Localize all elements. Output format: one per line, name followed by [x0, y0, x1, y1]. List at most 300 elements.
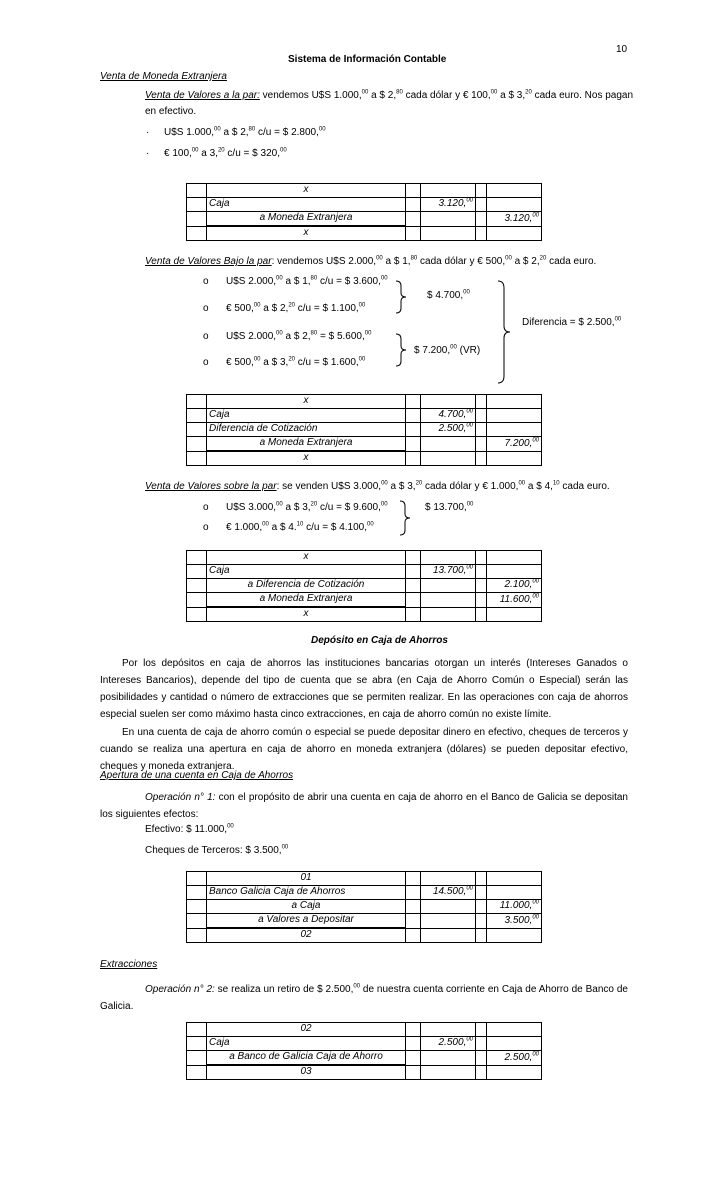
credit-amount [487, 212, 542, 227]
cell [476, 928, 487, 943]
calc-line [226, 331, 371, 344]
journal-entry-3 [186, 550, 542, 622]
cell [421, 212, 476, 227]
cell [187, 872, 207, 886]
difference-total [522, 317, 621, 330]
text: de nuestra cuenta corriente en Caja de Ahorro de Banco de Galicia. [100, 984, 628, 1012]
cell [487, 872, 542, 886]
debit-amount [421, 423, 476, 437]
text: 2.500, [438, 1037, 467, 1049]
text: Cheques de Terceros: $ 3.500, [145, 845, 282, 856]
cell [187, 198, 207, 212]
sup: 00 [281, 844, 289, 851]
debit-account: Banco Galicia Caja de Ahorros [207, 886, 406, 900]
journal-entry-4 [186, 871, 542, 943]
calc-line [226, 522, 374, 535]
text: = $ 5.600, [317, 331, 365, 342]
journal-row [187, 1023, 542, 1037]
credit-amount [487, 914, 542, 929]
entry-number: 01 [207, 872, 406, 886]
credit-amount [487, 437, 542, 452]
cell [487, 451, 542, 466]
sup: 00 [450, 344, 457, 351]
cell [406, 395, 421, 409]
journal-row [187, 886, 542, 900]
entry-number: 03 [207, 1065, 406, 1080]
cell [187, 423, 207, 437]
credit-account: a Valores a Depositar [207, 914, 406, 929]
paragraph-2: En una cuenta de caja de ahorro común o especial se puede depositar dinero en efectivo, cheques de terceros y cuando se realiza una apertura en caja de ahorro en moneda extranjera (dólares) se pueden depositar efectivo, cheques y moneda extranjera. [100, 727, 628, 772]
cell [406, 1051, 421, 1066]
text: vendemos U$S 1.000, [259, 90, 362, 101]
cell [487, 423, 542, 437]
list-bullet: o [203, 331, 209, 342]
cell [476, 551, 487, 565]
text: cada euro. [559, 481, 610, 492]
sup: 00 [376, 255, 383, 262]
operacion-1 [100, 789, 628, 823]
sup: 00 [532, 437, 539, 444]
cell [421, 607, 476, 622]
sup: 00 [380, 501, 388, 508]
sup: 00 [466, 501, 474, 508]
sup: 00 [367, 521, 374, 528]
sup: 00 [276, 330, 283, 337]
sup: 80 [248, 126, 256, 133]
cell [476, 184, 487, 198]
cell [487, 928, 542, 943]
text: 7.200, [504, 437, 533, 449]
cell [476, 900, 487, 914]
page-title: Sistema de Información Contable [288, 54, 447, 65]
cell [421, 1023, 476, 1037]
text: € 500, [226, 357, 254, 368]
sup: 00 [463, 289, 470, 296]
journal-row [187, 579, 542, 593]
credit-account: a Diferencia de Cotización [207, 579, 406, 593]
paragraph-1: Por los depósitos en caja de ahorros las instituciones bancarias otorgan un interés (Intereses Ganados o Intereses Bancarios), depende del tipo de cuenta que se abra (en Caja de Ahorro Común o Especial) serán las posibilidades y cantidad o número de extracciones que se permiten realizar. En las operaciones con caja de ahorros especial suelen ser como máximo hasta cinco extracciones, en caja de ahorro común no existe límite. [100, 658, 628, 720]
list-bullet: o [203, 276, 209, 287]
sup: 00 [361, 89, 369, 96]
cell [406, 212, 421, 227]
cell [421, 551, 476, 565]
journal-row [187, 565, 542, 579]
cell [476, 886, 487, 900]
cell [421, 226, 476, 241]
cell [476, 409, 487, 423]
cell [187, 565, 207, 579]
text: 14.500, [432, 886, 467, 898]
journal-row [187, 451, 542, 466]
text: c/u = $ 1.100, [295, 303, 359, 314]
sup: 00 [358, 302, 366, 309]
cell [187, 212, 207, 227]
sup: 00 [214, 126, 221, 133]
sup: 00 [532, 914, 539, 921]
sup: 00 [614, 316, 622, 323]
entry-marker: x [207, 607, 406, 622]
sup: 00 [353, 983, 361, 990]
venta-par-intro [145, 90, 633, 103]
text: 2.100, [504, 579, 533, 591]
venta-bajo-par-intro [145, 256, 596, 269]
sup: 00 [532, 578, 539, 585]
sup: 20 [310, 501, 318, 508]
sup: 20 [525, 89, 532, 96]
sup: 20 [288, 356, 295, 363]
venta-sobre-par-intro [145, 481, 610, 494]
cell [476, 593, 487, 608]
sup: 00 [358, 356, 366, 363]
text: $ 4.700, [427, 290, 464, 301]
credit-account: a Moneda Extranjera [207, 593, 406, 608]
text: € 100, [164, 148, 192, 159]
sup: 00 [253, 302, 261, 309]
sup: 80 [410, 255, 418, 262]
journal-row [187, 423, 542, 437]
text: a $ 1, [382, 256, 411, 267]
debit-amount [421, 409, 476, 423]
cell [487, 1065, 542, 1080]
cell [476, 1051, 487, 1066]
journal-entry-1 [186, 183, 542, 241]
cell [421, 1065, 476, 1080]
bullet-dot: · [146, 148, 150, 159]
journal-row [187, 872, 542, 886]
text: a $ 1, [282, 276, 311, 287]
sup: 00 [227, 823, 234, 830]
cell [187, 395, 207, 409]
cell [406, 198, 421, 212]
cell [187, 886, 207, 900]
text: 11.000, [499, 900, 533, 912]
sup: 00 [532, 212, 539, 219]
cell [487, 551, 542, 565]
sup: 00 [276, 501, 283, 508]
cell [476, 423, 487, 437]
cell [476, 226, 487, 241]
cell [406, 900, 421, 914]
journal-entry-2 [186, 394, 542, 466]
text: U$S 2.000, [226, 276, 277, 287]
cell [421, 395, 476, 409]
text: 11.600, [499, 593, 533, 605]
cell [487, 226, 542, 241]
credit-amount [487, 900, 542, 914]
sup: 00 [532, 1051, 539, 1058]
cell [187, 451, 207, 466]
sup: 00 [279, 147, 287, 154]
venta-par-intro-line2: en efectivo. [145, 106, 197, 117]
sup: 00 [262, 521, 269, 528]
cell [487, 184, 542, 198]
cell [187, 579, 207, 593]
calc-line [226, 502, 388, 515]
section-heading-extracciones: Extracciones [100, 959, 158, 970]
cell [487, 1037, 542, 1051]
section-title-deposito: Depósito en Caja de Ahorros [311, 635, 448, 646]
brace-icon [394, 280, 408, 314]
text: 3.120, [504, 212, 533, 224]
text: cada dólar y € 1.000, [422, 481, 519, 492]
sup: 00 [364, 330, 372, 337]
text: 3.500, [504, 914, 533, 926]
debit-account: Caja [207, 409, 406, 423]
debit-amount [421, 198, 476, 212]
venta-bajo-par-label: Venta de Valores Bajo la par [145, 256, 272, 267]
sup: 00 [532, 899, 539, 906]
journal-row [187, 900, 542, 914]
journal-row [187, 914, 542, 929]
journal-row [187, 551, 542, 565]
cell [476, 437, 487, 452]
cell [476, 607, 487, 622]
cell [487, 409, 542, 423]
entry-marker: x [207, 226, 406, 241]
venta-par-label: Venta de Valores a la par: [145, 90, 260, 101]
cell [406, 928, 421, 943]
cell [187, 437, 207, 452]
cell [406, 1065, 421, 1080]
text: Efectivo: $ 11.000, [145, 824, 228, 835]
text: cada dólar y € 100, [402, 90, 491, 101]
sup: 80 [310, 275, 318, 282]
brace-icon [398, 500, 412, 536]
cell [476, 565, 487, 579]
journal-row [187, 395, 542, 409]
text: cada euro. [546, 256, 597, 267]
efectivo-line [145, 824, 234, 837]
cell [421, 579, 476, 593]
cell [406, 1023, 421, 1037]
sup: 00 [191, 147, 199, 154]
text: 2.500, [504, 1051, 533, 1063]
sup: 80 [396, 89, 403, 96]
text: : se venden U$S 3.000, [276, 481, 382, 492]
journal-row [187, 593, 542, 608]
journal-row [187, 928, 542, 943]
text: con el propósito de abrir una cuenta en caja de ahorro en el Banco de Galicia se depositan los siguientes efectos: [100, 792, 628, 820]
cell [421, 593, 476, 608]
debit-account: Caja [207, 198, 406, 212]
cell [406, 886, 421, 900]
cell [406, 914, 421, 929]
list-bullet: o [203, 522, 209, 533]
operacion-1-label: Operación n° 1: [145, 792, 216, 803]
debit-amount [421, 1037, 476, 1051]
cell [187, 1065, 207, 1080]
journal-row [187, 1065, 542, 1080]
sup: 00 [381, 480, 388, 487]
cell [187, 184, 207, 198]
text: $ 13.700, [425, 502, 467, 513]
venta-sobre-par-label: Venta de Valores sobre la par [145, 481, 277, 492]
cell [406, 565, 421, 579]
credit-account: a Moneda Extranjera [207, 212, 406, 227]
credit-account: a Moneda Extranjera [207, 437, 406, 452]
debit-account: Diferencia de Cotización [207, 423, 406, 437]
entry-marker: x [207, 551, 406, 565]
subtotal-2 [414, 345, 480, 358]
cell [421, 1051, 476, 1066]
text: cada euro. Nos pagan [531, 90, 634, 101]
cell [187, 551, 207, 565]
sup: 00 [253, 356, 261, 363]
cell [406, 423, 421, 437]
text: 13.700, [432, 565, 467, 577]
subtotal-1 [427, 290, 470, 303]
journal-row [187, 212, 542, 227]
credit-amount [487, 593, 542, 608]
sup: 10 [552, 480, 560, 487]
journal-row [187, 226, 542, 241]
cell [476, 872, 487, 886]
cell [406, 872, 421, 886]
cell [406, 184, 421, 198]
cell [406, 593, 421, 608]
sup: 00 [380, 275, 388, 282]
credit-amount [487, 1051, 542, 1066]
cell [476, 914, 487, 929]
cell [187, 593, 207, 608]
text: c/u = $ 320, [224, 148, 280, 159]
sup: 00 [532, 593, 539, 600]
sup: 80 [310, 330, 318, 337]
text: U$S 1.000, [164, 127, 215, 138]
text: a $ 3, [387, 481, 416, 492]
text: c/u = $ 9.600, [317, 502, 381, 513]
cell [476, 579, 487, 593]
sup: 10 [296, 521, 304, 528]
list-bullet: o [203, 303, 209, 314]
cell [187, 226, 207, 241]
sup: 20 [288, 302, 295, 309]
text: a $ 2, [368, 90, 397, 101]
journal-entry-5 [186, 1022, 542, 1080]
cell [421, 928, 476, 943]
text: cada dólar y € 500, [417, 256, 506, 267]
calc-line [226, 276, 388, 289]
journal-row [187, 184, 542, 198]
cell [421, 900, 476, 914]
sup: 00 [318, 126, 326, 133]
text: se realiza un retiro de $ 2.500, [214, 984, 354, 995]
brace-icon [496, 280, 512, 384]
cell [421, 184, 476, 198]
journal-row [187, 198, 542, 212]
entry-number: 02 [207, 928, 406, 943]
text: a $ 2, [511, 256, 540, 267]
cell [406, 437, 421, 452]
cheques-line [145, 845, 288, 858]
text: 3.120, [438, 198, 467, 210]
section-heading-apertura: Apertura de una cuenta en Caja de Ahorros [100, 770, 294, 781]
cell [487, 395, 542, 409]
cell [187, 607, 207, 622]
text: Diferencia = $ 2.500, [522, 317, 615, 328]
cell [421, 451, 476, 466]
sup: 00 [466, 564, 473, 571]
cell [421, 872, 476, 886]
section-heading-venta: Venta de Moneda Extranjera [100, 71, 227, 82]
journal-row [187, 409, 542, 423]
cell [487, 1023, 542, 1037]
cell [406, 607, 421, 622]
credit-account: a Banco de Galicia Caja de Ahorro [207, 1051, 406, 1066]
calc-line [226, 357, 365, 370]
subtotal-3 [425, 502, 473, 515]
cell [476, 451, 487, 466]
cell [487, 198, 542, 212]
debit-account: Caja [207, 1037, 406, 1051]
sup: 00 [518, 480, 526, 487]
sup: 00 [466, 885, 473, 892]
text: (VR) [456, 345, 481, 356]
sup: 20 [415, 480, 423, 487]
text: 2.500, [438, 423, 467, 435]
sup: 00 [505, 255, 512, 262]
cell [406, 409, 421, 423]
cell [406, 451, 421, 466]
calc-line-eur [164, 148, 287, 161]
cell [476, 212, 487, 227]
cell [421, 914, 476, 929]
text: a $ 3, [497, 90, 526, 101]
cell [476, 1037, 487, 1051]
calc-line-usd [164, 127, 326, 140]
debit-account: Caja [207, 565, 406, 579]
cell [487, 886, 542, 900]
cell [406, 579, 421, 593]
text: a $ 3, [260, 357, 289, 368]
sup: 00 [466, 408, 473, 415]
text: 4.700, [438, 409, 467, 421]
cell [487, 607, 542, 622]
entry-number: 02 [207, 1023, 406, 1037]
sup: 20 [539, 255, 547, 262]
text: c/u = $ 4.100, [303, 522, 368, 533]
list-bullet: o [203, 357, 209, 368]
text: € 500, [226, 303, 254, 314]
cell [476, 1023, 487, 1037]
text: c/u = $ 1.600, [295, 357, 359, 368]
page-number: 10 [616, 44, 628, 55]
cell [187, 1051, 207, 1066]
debit-amount [421, 886, 476, 900]
text: c/u = $ 3.600, [317, 276, 381, 287]
entry-marker: x [207, 451, 406, 466]
entry-marker: x [207, 184, 406, 198]
sup: 00 [466, 1036, 473, 1043]
cell [476, 395, 487, 409]
cell [487, 565, 542, 579]
journal-row [187, 1051, 542, 1066]
cell [406, 226, 421, 241]
credit-amount [487, 579, 542, 593]
cell [406, 1037, 421, 1051]
credit-account: a Caja [207, 900, 406, 914]
text: : vendemos U$S 2.000, [271, 256, 377, 267]
text: U$S 3.000, [226, 502, 277, 513]
text: a $ 2, [282, 331, 311, 342]
sup: 00 [276, 275, 283, 282]
journal-row [187, 437, 542, 452]
text: a $ 3, [282, 502, 311, 513]
text: a $ 2, [260, 303, 289, 314]
sup: 00 [466, 197, 473, 204]
text: € 1.000, [226, 522, 263, 533]
text: c/u = $ 2.800, [255, 127, 319, 138]
